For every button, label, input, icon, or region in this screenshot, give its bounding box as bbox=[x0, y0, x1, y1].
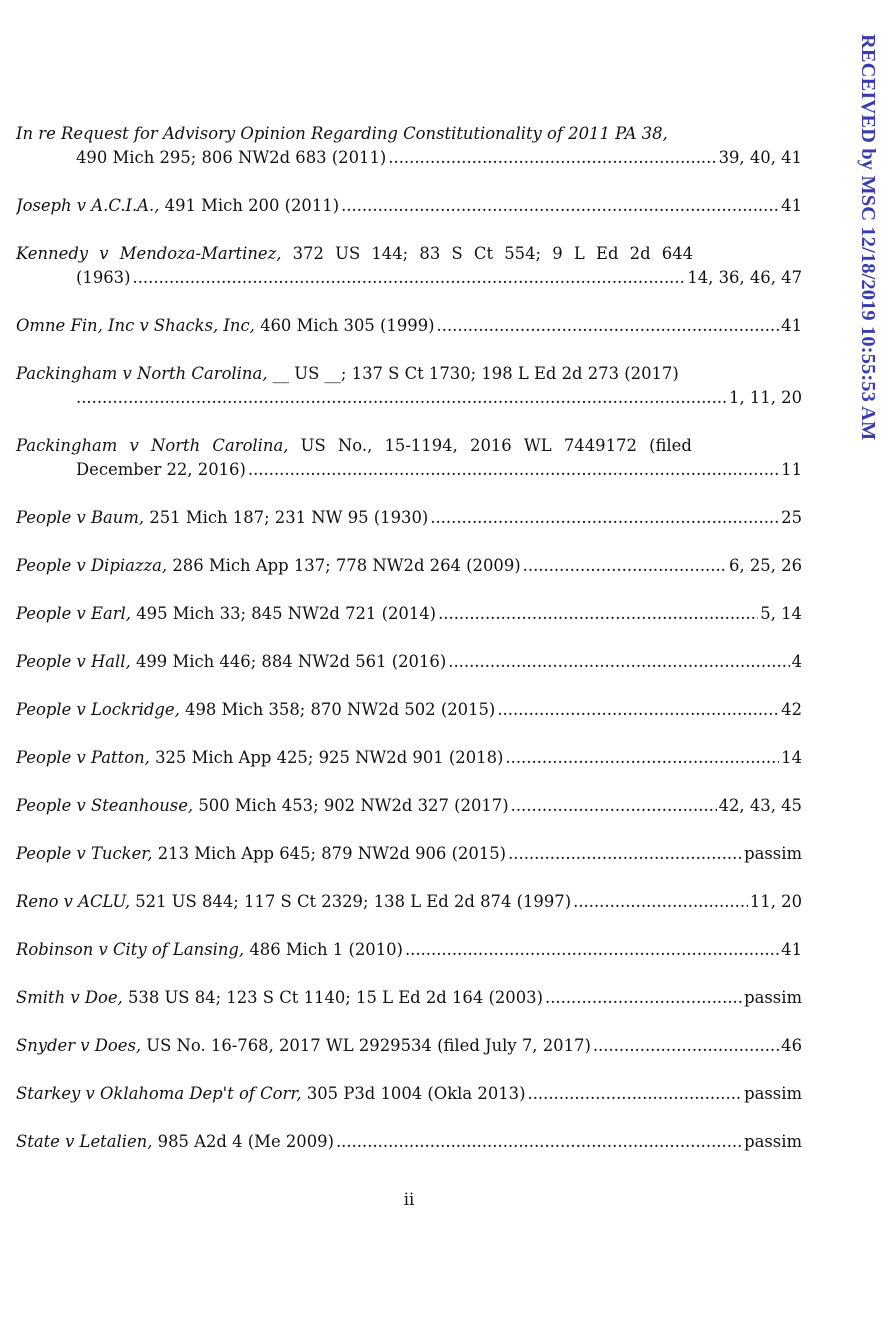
case-citation: 500 Mich 453; 902 NW2d 327 (2017) bbox=[193, 796, 509, 815]
dot-leader bbox=[437, 314, 780, 338]
case-citation: 486 Mich 1 (2010) bbox=[244, 940, 403, 959]
case-citation: 521 US 844; 117 S Ct 2329; 138 L Ed 2d 874 (1997) bbox=[130, 892, 572, 911]
page-references: 42 bbox=[781, 700, 802, 719]
dot-leader bbox=[523, 554, 727, 578]
authority-entry bbox=[16, 698, 802, 722]
entry-leader-line bbox=[16, 1082, 802, 1106]
entry-leader-line bbox=[16, 458, 802, 482]
case-citation: 491 Mich 200 (2011) bbox=[159, 196, 340, 215]
entry-leader-line bbox=[16, 554, 802, 578]
case-citation: 305 P3d 1004 (Okla 2013) bbox=[301, 1084, 526, 1103]
case-citation: 251 Mich 187; 231 NW 95 (1930) bbox=[144, 508, 429, 527]
case-name: Omne Fin, Inc v Shacks, Inc, bbox=[16, 316, 255, 335]
dot-leader bbox=[593, 1034, 779, 1058]
page-references: passim bbox=[744, 1132, 802, 1151]
dot-leader bbox=[76, 386, 727, 410]
dot-leader bbox=[405, 938, 779, 962]
authority-entry bbox=[16, 362, 802, 410]
dot-leader bbox=[573, 890, 748, 914]
entry-leader-line bbox=[16, 146, 802, 170]
entry-leader-line bbox=[16, 842, 802, 866]
authority-entry bbox=[16, 650, 802, 674]
authority-entry bbox=[16, 506, 802, 530]
authority-entry bbox=[16, 194, 802, 218]
case-citation: 372 US 144; 83 S Ct 554; 9 L Ed 2d 644 bbox=[281, 244, 694, 263]
entry-leader-line bbox=[16, 698, 802, 722]
authority-entry bbox=[16, 1130, 802, 1154]
case-citation: 213 Mich App 645; 879 NW2d 906 (2015) bbox=[152, 844, 507, 863]
page-references: 14 bbox=[781, 748, 802, 767]
entry-first-line bbox=[16, 434, 802, 458]
case-citation: 286 Mich App 137; 778 NW2d 264 (2009) bbox=[167, 556, 521, 575]
case-name: Reno v ACLU, bbox=[16, 892, 131, 911]
entry-leader-line bbox=[16, 890, 802, 914]
entry-first-line bbox=[16, 362, 802, 386]
page-references: 41 bbox=[781, 940, 802, 959]
page-references: 11 bbox=[781, 460, 802, 479]
case-name: People v Tucker, bbox=[16, 844, 153, 863]
case-citation: 498 Mich 358; 870 NW2d 502 (2015) bbox=[179, 700, 496, 719]
authority-entry bbox=[16, 314, 802, 338]
entry-leader-line bbox=[16, 314, 802, 338]
authority-entry bbox=[16, 602, 802, 626]
entry-leader-line bbox=[16, 386, 802, 410]
dot-leader bbox=[497, 698, 779, 722]
page-references: 39, 40, 41 bbox=[718, 148, 802, 167]
case-citation: 325 Mich App 425; 925 NW2d 901 (2018) bbox=[149, 748, 504, 767]
received-stamp: RECEIVED by MSC 12/18/2019 10:55:53 AM bbox=[857, 34, 879, 441]
case-name: Smith v Doe, bbox=[16, 988, 123, 1007]
entry-first-line bbox=[16, 122, 802, 146]
case-citation: 460 Mich 305 (1999) bbox=[254, 316, 435, 335]
entry-leader-line bbox=[16, 194, 802, 218]
case-citation: __ US __; 137 S Ct 1730; 198 L Ed 2d 273 (2017) bbox=[267, 364, 679, 383]
dot-leader bbox=[545, 986, 742, 1010]
case-name: People v Steanhouse, bbox=[16, 796, 194, 815]
authority-entry bbox=[16, 890, 802, 914]
case-citation: 499 Mich 446; 884 NW2d 561 (2016) bbox=[130, 652, 447, 671]
authority-entry bbox=[16, 554, 802, 578]
page-references: 42, 43, 45 bbox=[718, 796, 802, 815]
case-citation: US No., 15-1194, 2016 WL 7449172 (filed bbox=[288, 436, 692, 455]
table-of-authorities bbox=[16, 122, 802, 1154]
authority-entry bbox=[16, 122, 802, 170]
authority-entry bbox=[16, 1082, 802, 1106]
case-name: Snyder v Does, bbox=[16, 1036, 142, 1055]
entry-leader-line bbox=[16, 938, 802, 962]
case-name: Packingham v North Carolina, bbox=[16, 436, 289, 455]
dot-leader bbox=[438, 602, 758, 626]
page-references: 6, 25, 26 bbox=[729, 556, 802, 575]
case-name: Kennedy v Mendoza-Martinez, bbox=[16, 244, 282, 263]
authority-entry bbox=[16, 986, 802, 1010]
entry-leader-line bbox=[16, 650, 802, 674]
case-name: In re Request for Advisory Opinion Regarding Constitutionality of 2011 PA 38, bbox=[16, 124, 668, 143]
case-name: Packingham v North Carolina, bbox=[16, 364, 268, 383]
case-name: State v Letalien, bbox=[16, 1132, 153, 1151]
dot-leader bbox=[448, 650, 789, 674]
case-name: People v Baum, bbox=[16, 508, 145, 527]
case-citation: 495 Mich 33; 845 NW2d 721 (2014) bbox=[131, 604, 437, 623]
entry-leader-line bbox=[16, 986, 802, 1010]
authority-entry bbox=[16, 434, 802, 482]
authority-entry bbox=[16, 1034, 802, 1058]
entry-leader-line bbox=[16, 602, 802, 626]
page-references: passim bbox=[744, 1084, 802, 1103]
case-name: People v Dipiazza, bbox=[16, 556, 168, 575]
authority-entry bbox=[16, 746, 802, 770]
case-citation-continued: 490 Mich 295; 806 NW2d 683 (2011) bbox=[76, 148, 387, 167]
page-number: ii bbox=[403, 1190, 415, 1209]
case-name: Starkey v Oklahoma Dep't of Corr, bbox=[16, 1084, 302, 1103]
dot-leader bbox=[528, 1082, 743, 1106]
case-name: People v Lockridge, bbox=[16, 700, 180, 719]
entry-leader-line bbox=[16, 794, 802, 818]
case-name: People v Hall, bbox=[16, 652, 131, 671]
case-name: Robinson v City of Lansing, bbox=[16, 940, 245, 959]
entry-leader-line bbox=[16, 1130, 802, 1154]
page-references: 1, 11, 20 bbox=[729, 388, 802, 407]
case-citation: 985 A2d 4 (Me 2009) bbox=[152, 1132, 334, 1151]
page-references: passim bbox=[744, 844, 802, 863]
dot-leader bbox=[505, 746, 779, 770]
case-name: Joseph v A.C.I.A., bbox=[16, 196, 160, 215]
entry-leader-line bbox=[16, 266, 802, 290]
page-references: passim bbox=[744, 988, 802, 1007]
case-citation-continued: December 22, 2016) bbox=[76, 460, 246, 479]
case-name: People v Patton, bbox=[16, 748, 150, 767]
page-references: 41 bbox=[781, 196, 802, 215]
entry-leader-line bbox=[16, 1034, 802, 1058]
dot-leader bbox=[511, 794, 717, 818]
page-references: 4 bbox=[791, 652, 802, 671]
page-references: 46 bbox=[781, 1036, 802, 1055]
page-references: 5, 14 bbox=[760, 604, 802, 623]
case-citation-continued: (1963) bbox=[76, 268, 131, 287]
case-citation: US No. 16-768, 2017 WL 2929534 (filed July 7, 2017) bbox=[141, 1036, 591, 1055]
authority-entry bbox=[16, 842, 802, 866]
page-references: 14, 36, 46, 47 bbox=[687, 268, 802, 287]
dot-leader bbox=[133, 266, 686, 290]
page-references: 41 bbox=[781, 316, 802, 335]
dot-leader bbox=[248, 458, 779, 482]
dot-leader bbox=[430, 506, 779, 530]
dot-leader bbox=[508, 842, 742, 866]
entry-leader-line bbox=[16, 746, 802, 770]
dot-leader bbox=[341, 194, 779, 218]
page-references: 11, 20 bbox=[749, 892, 802, 911]
entry-leader-line bbox=[16, 506, 802, 530]
dot-leader bbox=[388, 146, 716, 170]
authority-entry bbox=[16, 794, 802, 818]
entry-first-line bbox=[16, 242, 802, 266]
case-citation: 538 US 84; 123 S Ct 1140; 15 L Ed 2d 164 (2003) bbox=[122, 988, 543, 1007]
authority-entry bbox=[16, 242, 802, 290]
case-name: People v Earl, bbox=[16, 604, 131, 623]
authority-entry bbox=[16, 938, 802, 962]
dot-leader bbox=[336, 1130, 742, 1154]
page-references: 25 bbox=[781, 508, 802, 527]
